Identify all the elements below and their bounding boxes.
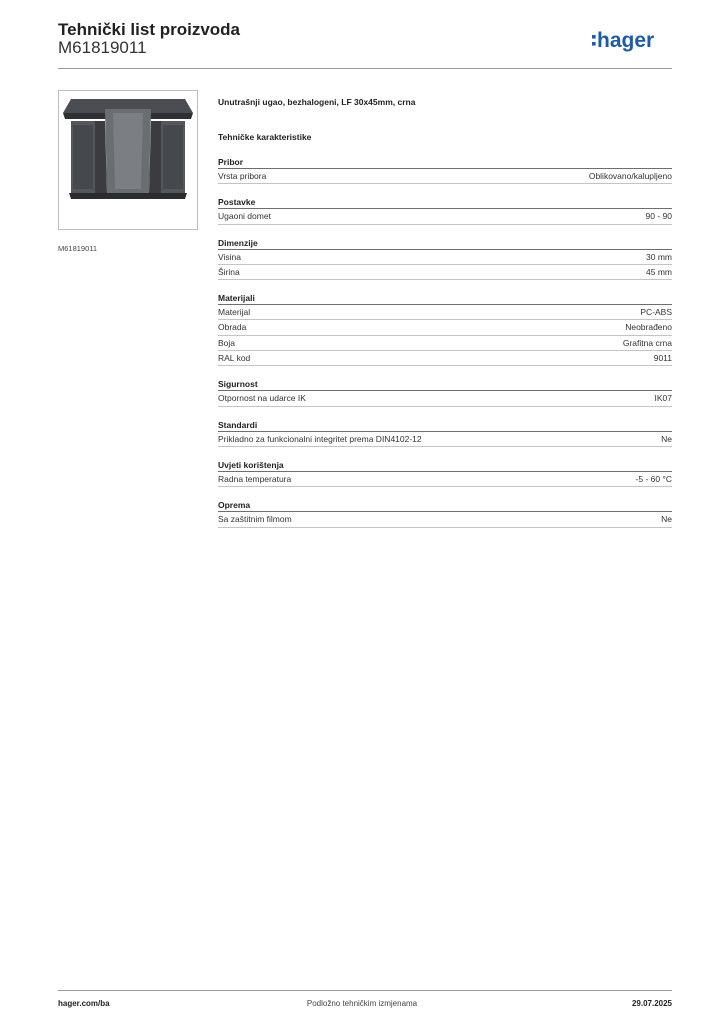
section-title: Materijali <box>218 291 672 305</box>
product-code: M61819011 <box>58 38 147 57</box>
spec-row <box>218 432 672 447</box>
spec-row <box>218 250 672 265</box>
spec-row <box>218 351 672 366</box>
footer-website[interactable]: hager.com/ba <box>58 999 110 1008</box>
spec-value: PC-ABS <box>640 307 672 318</box>
spec-section <box>218 195 672 224</box>
product-image <box>58 90 198 230</box>
hager-logo[interactable] <box>592 26 672 56</box>
spec-section <box>218 498 672 527</box>
spec-row <box>218 320 672 335</box>
spec-value: 9011 <box>653 353 672 364</box>
spec-row <box>218 336 672 351</box>
spec-sections <box>218 155 672 528</box>
section-title: Oprema <box>218 498 672 512</box>
spec-row <box>218 305 672 320</box>
spec-label: Radna temperatura <box>218 473 292 484</box>
spec-heading: Tehničke karakteristike <box>218 132 312 142</box>
section-title: Dimenzije <box>218 236 672 250</box>
spec-label: Visina <box>218 251 241 262</box>
spec-label: Ugaoni domet <box>218 211 271 222</box>
corner-duct-icon <box>59 91 197 229</box>
spec-section <box>218 418 672 447</box>
spec-value: 45 mm <box>646 266 672 277</box>
section-title: Sigurnost <box>218 377 672 391</box>
spec-section <box>218 155 672 184</box>
spec-row <box>218 265 672 280</box>
section-title: Pribor <box>218 155 672 169</box>
spec-section <box>218 458 672 487</box>
spec-label: Obrada <box>218 322 247 333</box>
spec-label: Boja <box>218 337 236 348</box>
section-title: Uvjeti korištenja <box>218 458 672 472</box>
footer-note: Podložno tehničkim izmjenama <box>306 999 418 1008</box>
spec-row <box>218 391 672 406</box>
product-description: Unutrašnji ugao, bezhalogeni, LF 30x45mm, crna <box>218 97 416 107</box>
spec-row <box>218 209 672 224</box>
spec-value: Ne <box>661 514 672 525</box>
spec-label: Širina <box>218 266 240 277</box>
spec-value: Neobrađeno <box>625 322 672 333</box>
spec-value: Oblikovano/kalupljeno <box>588 171 672 181</box>
spec-label: Vrsta pribora <box>218 171 267 181</box>
header-divider <box>58 68 672 69</box>
section-title: Standardi <box>218 418 672 432</box>
footer-divider <box>58 990 672 991</box>
spec-section <box>218 377 672 406</box>
spec-value: 30 mm <box>646 251 672 262</box>
spec-value: Ne <box>661 433 672 444</box>
svg-text:hager: hager <box>597 29 655 52</box>
image-caption: M61819011 <box>58 244 98 253</box>
spec-row <box>218 512 672 527</box>
spec-label: Sa zaštitnim filmom <box>218 514 292 525</box>
spec-row <box>218 169 672 184</box>
spec-label: Materijal <box>218 307 251 318</box>
spec-content <box>218 95 672 528</box>
footer-date: 29.07.2025 <box>631 999 672 1008</box>
spec-label: Prikladno za funkcionalni integritet prema DIN4102-12 <box>218 433 422 444</box>
spec-row <box>218 472 672 487</box>
spec-label: Otpornost na udarce IK <box>218 393 306 404</box>
spec-value: IK07 <box>654 393 672 404</box>
spec-value: -5 - 60 °C <box>635 473 672 484</box>
spec-section <box>218 236 672 281</box>
section-title: Postavke <box>218 195 672 209</box>
spec-section <box>218 291 672 366</box>
spec-value: 90 - 90 <box>645 211 672 222</box>
page-title: Tehnički list proizvoda <box>58 20 240 39</box>
spec-label: RAL kod <box>218 353 251 364</box>
spec-value: Grafitna crna <box>622 337 672 348</box>
